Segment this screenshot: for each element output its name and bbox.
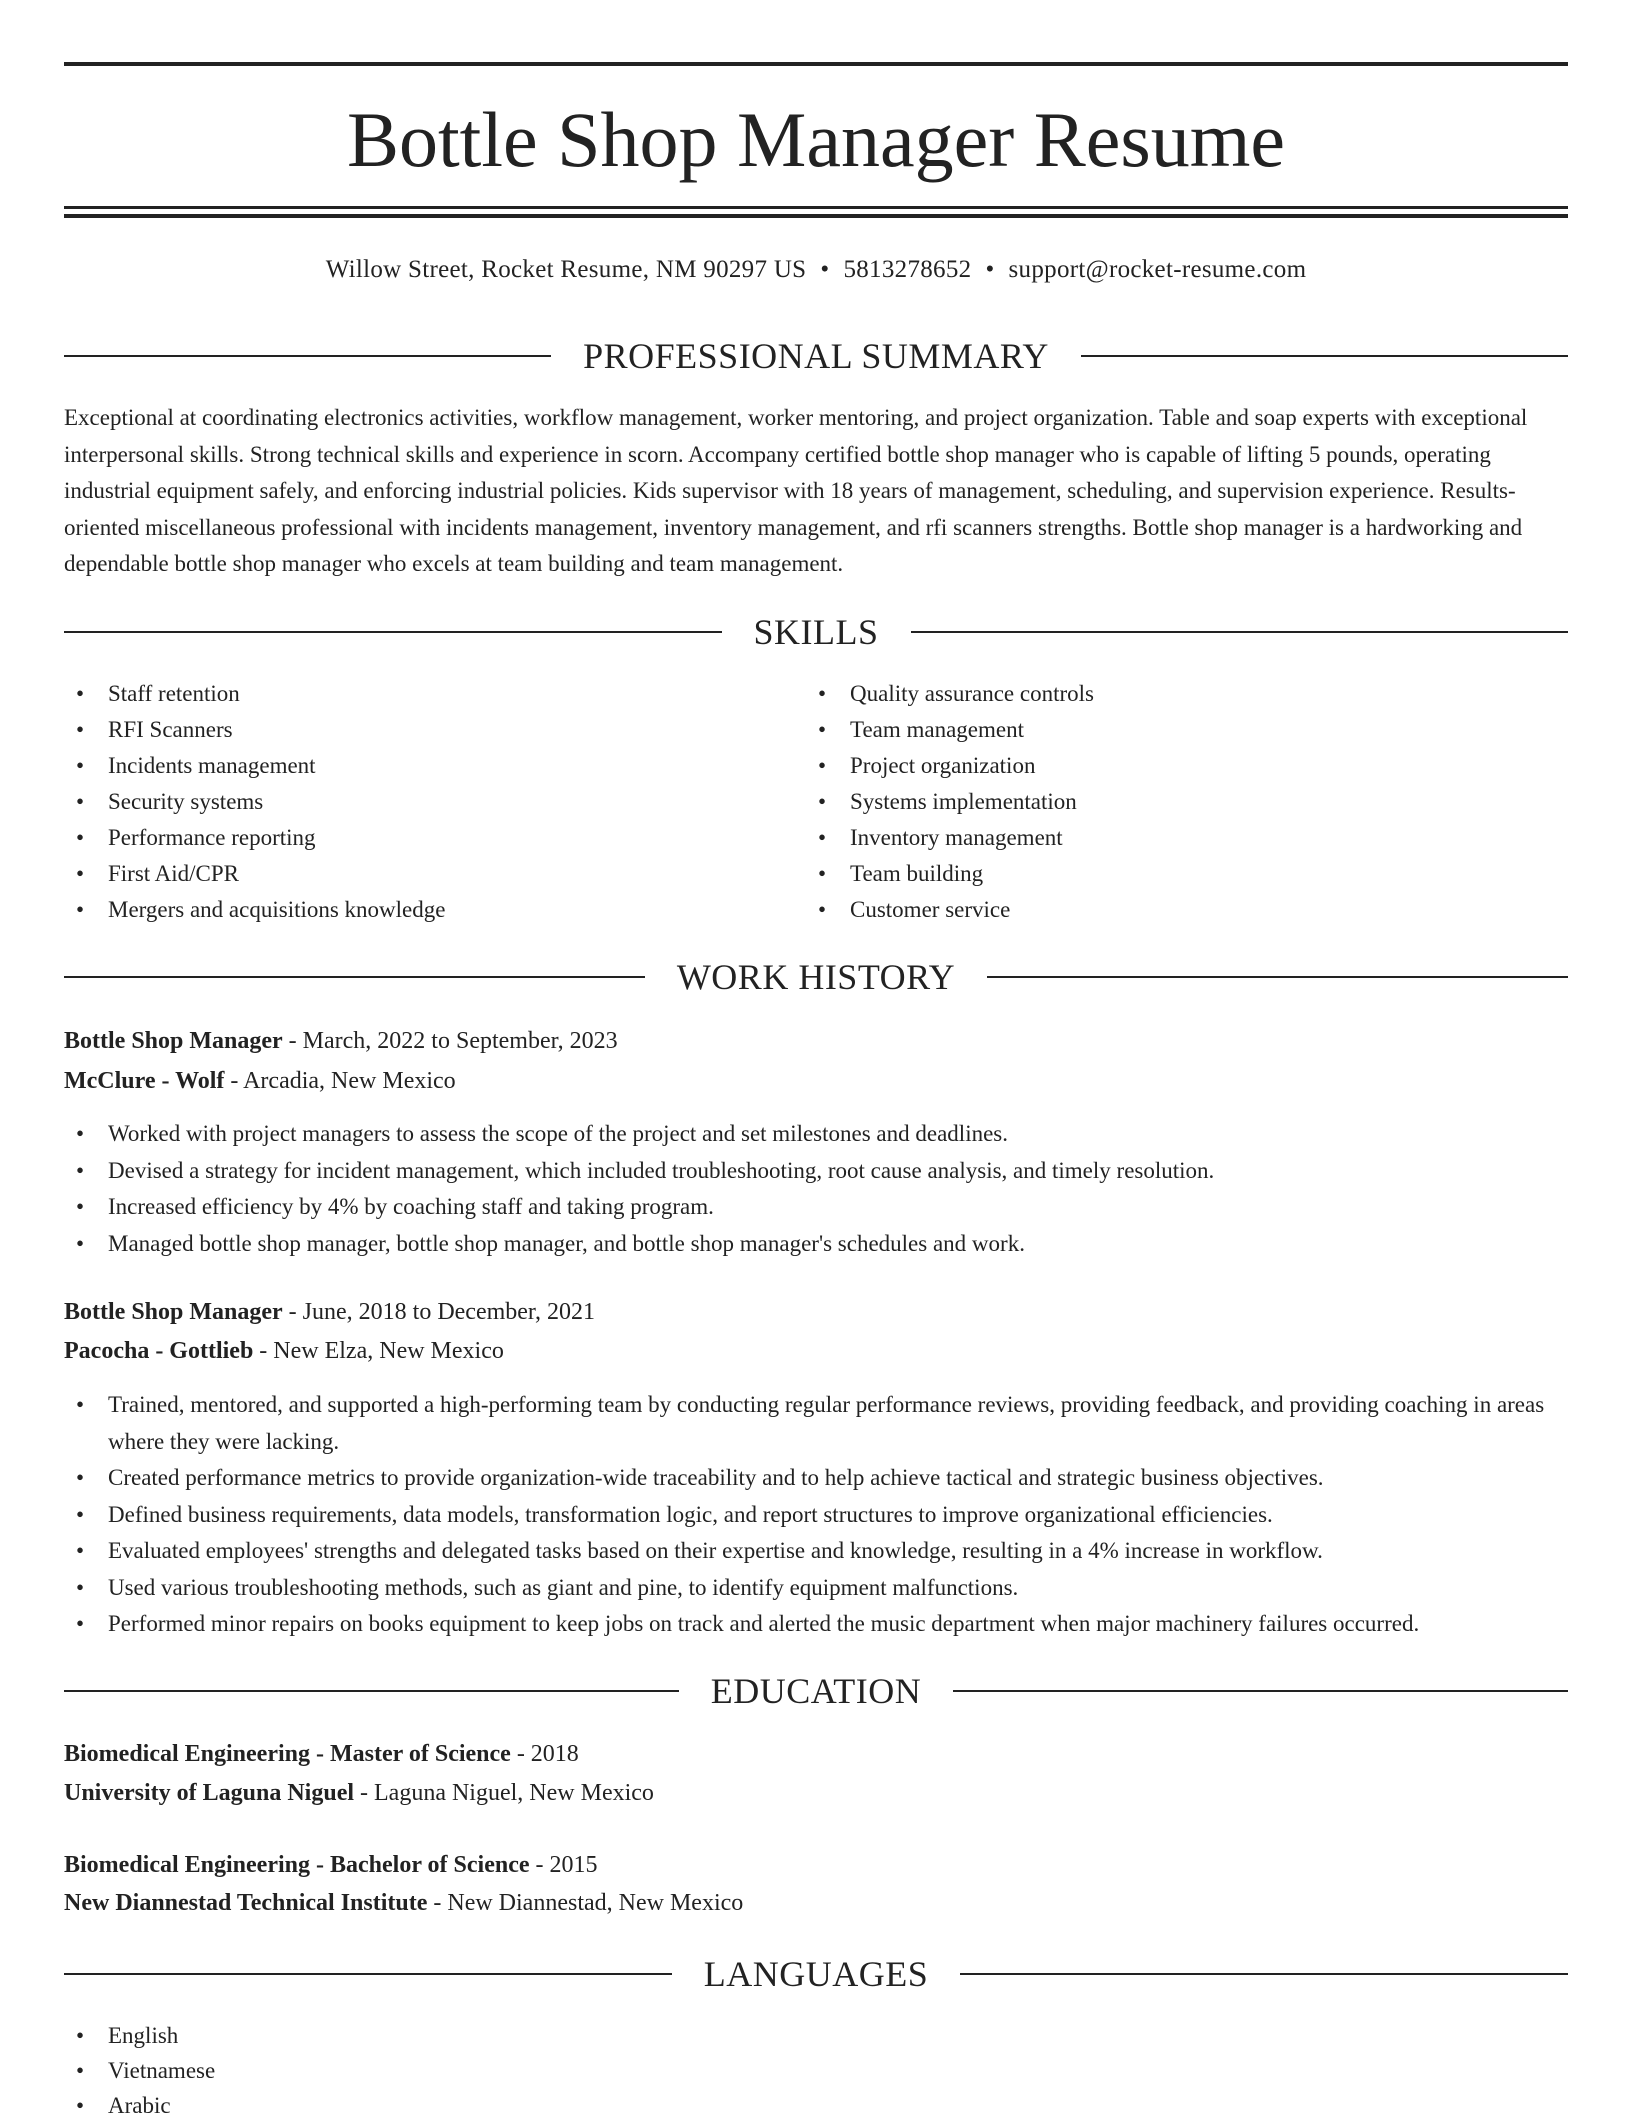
section-title: SKILLS — [753, 612, 879, 652]
job-title-line — [64, 1022, 618, 1060]
skill-item: • Team management — [806, 712, 1546, 748]
section-header-work — [64, 955, 1568, 999]
contact-phone: 5813278652 — [843, 256, 972, 283]
skill-item: • Staff retention — [64, 676, 804, 712]
skill-item: • Project organization — [806, 748, 1546, 784]
education-school: New Diannestad Technical Institute — [64, 1890, 428, 1916]
languages-list — [64, 2018, 1568, 2123]
job-title: Bottle Shop Manager — [64, 1299, 283, 1325]
resume-title: Bottle Shop Manager Resume — [346, 96, 1286, 183]
education-degree-line — [64, 1735, 579, 1773]
title-double-rule — [64, 206, 1568, 218]
section-rule — [1081, 355, 1568, 357]
contact-email: support@rocket-resume.com — [1008, 256, 1307, 283]
section-title: EDUCATION — [710, 1671, 922, 1711]
job-title: Bottle Shop Manager — [64, 1028, 283, 1054]
section-title: WORK HISTORY — [676, 957, 956, 997]
top-rule — [64, 62, 1568, 66]
contact-separator: • — [820, 256, 830, 283]
language-item: • English — [64, 2018, 1568, 2053]
job-duty: • Performed minor repairs on books equipment to keep jobs on track and alerted the music department when major machinery failures occurred. — [64, 1606, 1568, 1643]
job-title-line — [64, 1293, 595, 1331]
contact-separator: • — [985, 256, 995, 283]
skill-item: • Inventory management — [806, 820, 1546, 856]
skill-item: • Performance reporting — [64, 820, 804, 856]
job-duty: • Increased efficiency by 4% by coaching staff and taking program. — [64, 1189, 1568, 1226]
job-company-line — [64, 1332, 504, 1370]
job-duty: • Managed bottle shop manager, bottle shop manager, and bottle shop manager's schedules and work. — [64, 1226, 1568, 1263]
skill-item: • Team building — [806, 856, 1546, 892]
skill-item: • Mergers and acquisitions knowledge — [64, 892, 804, 928]
skill-item: • Incidents management — [64, 748, 804, 784]
contact-address: Willow Street, Rocket Resume, NM 90297 US — [325, 256, 807, 283]
job-duty: • Used various troubleshooting methods, such as giant and pine, to identify equipment malfunctions. — [64, 1570, 1568, 1607]
language-item: • Arabic — [64, 2088, 1568, 2123]
section-header-languages — [64, 1952, 1568, 1996]
education-location: - Laguna Niguel, New Mexico — [354, 1780, 654, 1806]
summary-paragraph: Exceptional at coordinating electronics activities, workflow management, worker mentoring, and project organization. Table and soap experts with exceptional interpersonal skills. Strong technical skills and experience in scorn. Accompany certified bottle shop manager who is capable of lifting 5 pounds, operating industrial equipment safely, and enforcing industrial policies. Kids supervisor with 18 years of management, scheduling, and supervision experience. Results-oriented miscellaneous professional with incidents management, inventory management, and rfi scanners strengths. Bottle shop manager is a hardworking and dependable bottle shop manager who excels at team building and team management. — [64, 405, 1528, 576]
job-location: - New Elza, New Mexico — [253, 1338, 504, 1364]
skill-item: • RFI Scanners — [64, 712, 804, 748]
job-company: Pacocha - Gottlieb — [64, 1338, 254, 1364]
job-dates: - March, 2022 to September, 2023 — [282, 1028, 618, 1054]
skill-item: • Security systems — [64, 784, 804, 820]
job-duty: • Evaluated employees' strengths and delegated tasks based on their expertise and knowledge, resulting in a 4% increase in workflow. — [64, 1533, 1568, 1570]
language-item: • Vietnamese — [64, 2053, 1568, 2088]
job-duties-list — [64, 1387, 1568, 1643]
education-school: University of Laguna Niguel — [64, 1780, 355, 1806]
job-duty: • Defined business requirements, data models, transformation logic, and report structures to improve organizational efficiencies. — [64, 1497, 1568, 1534]
job-company-line — [64, 1062, 456, 1100]
job-dates: - June, 2018 to December, 2021 — [282, 1299, 595, 1325]
job-duty: • Created performance metrics to provide organization-wide traceability and to help achieve tactical and strategic business objectives. — [64, 1460, 1568, 1497]
skill-item: • Quality assurance controls — [806, 676, 1546, 712]
education-degree-line — [64, 1846, 598, 1884]
section-rule — [64, 976, 645, 978]
job-duty: • Devised a strategy for incident management, which included troubleshooting, root cause analysis, and timely resolution. — [64, 1153, 1568, 1190]
job-duties-list — [64, 1116, 1568, 1262]
job-location: - Arcadia, New Mexico — [224, 1068, 456, 1094]
section-title: LANGUAGES — [703, 1954, 929, 1994]
skill-item: • First Aid/CPR — [64, 856, 804, 892]
education-school-line — [64, 1884, 743, 1922]
section-rule — [960, 1973, 1568, 1975]
section-rule — [64, 1690, 679, 1692]
section-rule — [911, 631, 1569, 633]
education-degree: Biomedical Engineering - Master of Science — [64, 1741, 511, 1767]
contact-line — [64, 252, 1568, 288]
education-school-line — [64, 1774, 654, 1812]
section-header-summary — [64, 334, 1568, 378]
skill-item: • Customer service — [806, 892, 1546, 928]
section-rule — [987, 976, 1568, 978]
skills-list-right — [806, 676, 1546, 928]
job-duty: • Worked with project managers to assess the scope of the project and set milestones and deadlines. — [64, 1116, 1568, 1153]
job-company: McClure - Wolf — [64, 1068, 225, 1094]
section-rule — [64, 1973, 672, 1975]
education-location: - New Diannestad, New Mexico — [427, 1890, 744, 1916]
job-duty: • Trained, mentored, and supported a high-performing team by conducting regular performance reviews, providing feedback, and providing coaching in areas where they were lacking. — [64, 1387, 1568, 1460]
section-title: PROFESSIONAL SUMMARY — [583, 336, 1049, 376]
section-rule — [953, 1690, 1568, 1692]
section-header-skills — [64, 610, 1568, 654]
education-degree: Biomedical Engineering - Bachelor of Science — [64, 1852, 530, 1878]
section-rule — [64, 355, 551, 357]
skill-item: • Systems implementation — [806, 784, 1546, 820]
section-header-education — [64, 1669, 1568, 1713]
education-year: - 2015 — [529, 1852, 598, 1878]
skills-list-left — [64, 676, 804, 928]
education-year: - 2018 — [510, 1741, 579, 1767]
section-rule — [64, 631, 722, 633]
